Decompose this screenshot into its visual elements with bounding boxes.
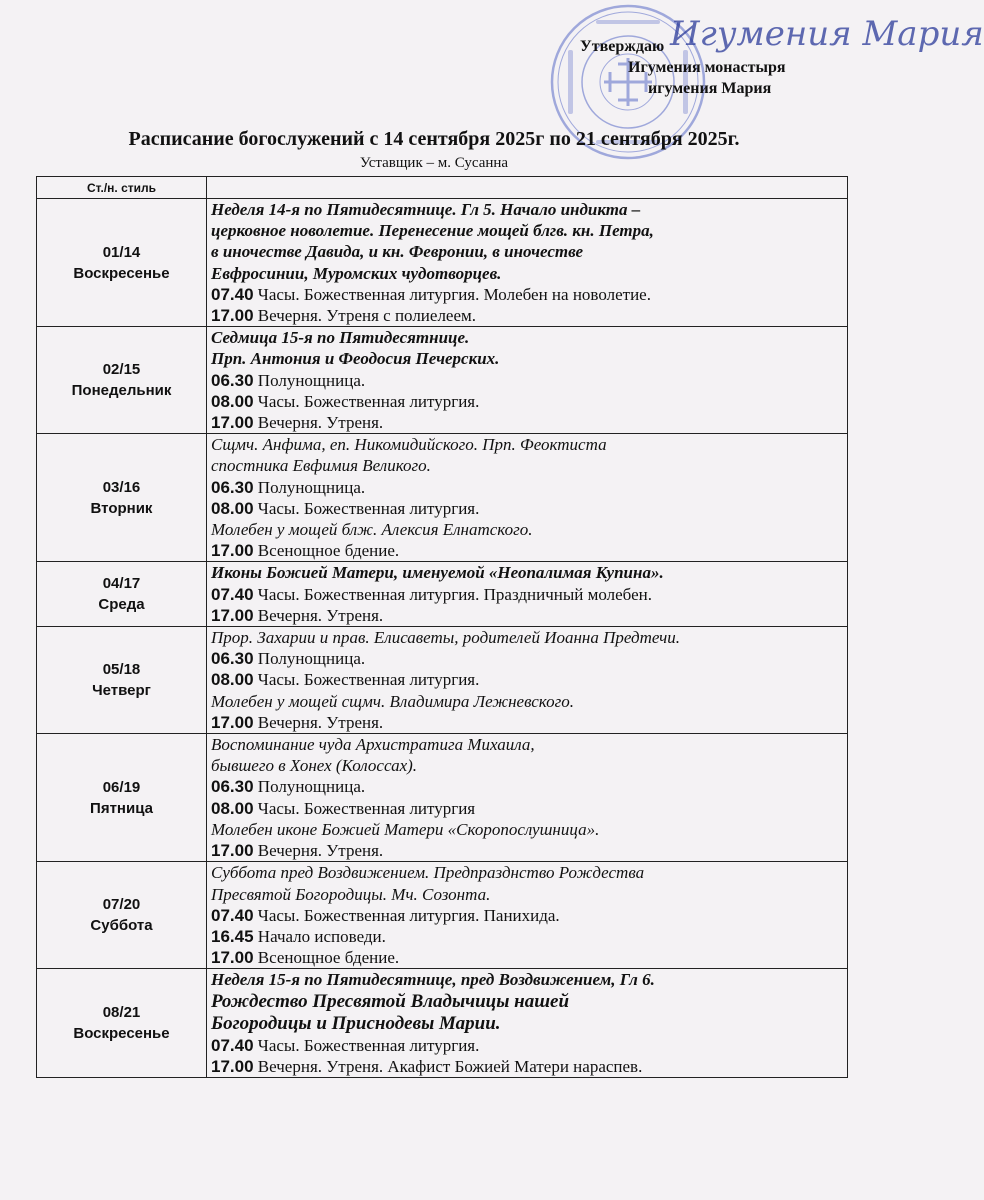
service-text: Часы. Божественная литургия. (257, 670, 480, 690)
service-line (211, 648, 847, 669)
service-text: Часы. Божественная литургия. (257, 1035, 480, 1055)
service-time: 16.45 (211, 926, 254, 946)
service-text: Часы. Божественная литургия. (257, 391, 480, 411)
service-line (211, 412, 847, 433)
service-time: 17.00 (211, 413, 254, 433)
service-note: Молебен у мощей сщмч. Владимира Лежневского. (211, 691, 574, 711)
header-empty-column (207, 177, 848, 199)
feast-line: Богородицы и Приснодевы Марии. (211, 1012, 501, 1034)
day-cell (37, 862, 207, 969)
service-line (211, 305, 847, 326)
services-cell (207, 562, 848, 627)
service-text: Часы. Божественная литургия. Праздничный молебен. (257, 584, 652, 604)
day-weekday: Среда (98, 596, 145, 614)
service-time: 17.00 (211, 306, 254, 326)
header-style-column: Ст./н. стиль (37, 177, 207, 199)
service-text: Часы. Божественная литургия. Панихида. (257, 905, 560, 925)
feast-line: Прп. Антония и Феодосия Печерских. (211, 349, 500, 369)
day-date: 04/17 (102, 575, 141, 593)
day-cell (37, 562, 207, 627)
service-time: 17.00 (211, 541, 254, 561)
service-line (211, 840, 847, 861)
service-line (211, 926, 847, 947)
service-line (211, 584, 847, 605)
feast-line: Сщмч. Анфима, еп. Никомидийского. Прп. Феоктиста (211, 435, 607, 455)
service-time: 07.40 (211, 1035, 254, 1055)
services-cell (207, 327, 848, 434)
page-subtitle: Уставщик – м. Сусанна (359, 155, 509, 171)
service-line (211, 284, 847, 305)
table-row (37, 862, 848, 969)
approval-line: игумения Мария (648, 80, 772, 97)
services-cell (207, 734, 848, 862)
service-line (211, 498, 847, 519)
feast-line: Неделя 15-я по Пятидесятнице, пред Воздвижением, Гл 6. (211, 970, 655, 990)
service-time: 07.40 (211, 584, 254, 604)
services-cell (207, 969, 848, 1078)
service-time: 07.40 (211, 905, 254, 925)
service-line (211, 798, 847, 819)
feast-line: бывшего в Хонех (Колоссах). (211, 756, 418, 776)
service-time: 06.30 (211, 477, 254, 497)
service-text: Полунощница. (257, 777, 366, 797)
table-row (37, 199, 848, 327)
feast-line: Воспоминание чуда Архистратига Михаила, (211, 735, 535, 755)
service-time: 08.00 (211, 670, 254, 690)
service-time: 17.00 (211, 712, 254, 732)
service-text: Полунощница. (257, 649, 366, 669)
service-text: Вечерня. Утреня. (257, 841, 384, 861)
feast-line: спостника Евфимия Великого. (211, 456, 431, 476)
day-date: 02/15 (102, 361, 141, 379)
service-time: 08.00 (211, 798, 254, 818)
day-weekday: Воскресенье (73, 264, 170, 282)
service-text: Всенощное бдение. (257, 541, 400, 561)
feast-line: Суббота пред Воздвижением. Предпразднство Рождества (211, 863, 645, 883)
feast-line: церковное новолетие. Перенесение мощей блгв. кн. Петра, (211, 221, 654, 241)
day-weekday: Вторник (90, 499, 153, 517)
day-cell (37, 627, 207, 734)
approval-block (568, 36, 848, 99)
approval-line: Игумения монастыря (628, 59, 786, 76)
service-text: Часы. Божественная литургия. (257, 498, 480, 518)
service-time: 06.30 (211, 370, 254, 390)
day-date: 03/16 (102, 478, 141, 496)
service-note: Молебен иконе Божией Матери «Скоропослушница». (211, 819, 600, 839)
service-text: Начало исповеди. (257, 926, 386, 946)
service-text: Полунощница. (257, 370, 366, 390)
table-row (37, 562, 848, 627)
feast-line: Пресвятой Богородицы. Мч. Созонта. (211, 884, 491, 904)
page-title: Расписание богослужений с 14 сентября 2025г по 21 сентября 2025г. (128, 128, 740, 150)
schedule-rows (37, 199, 848, 1078)
service-text: Полунощница. (257, 477, 366, 497)
feast-line: Неделя 14-я по Пятидесятнице. Гл 5. Начало индикта – (211, 200, 641, 219)
service-text: Вечерня. Утреня. (257, 605, 384, 625)
feast-line: Иконы Божией Матери, именуемой «Неопалимая Купина». (211, 563, 664, 583)
service-time: 08.00 (211, 391, 254, 411)
day-weekday: Воскресенье (73, 1025, 170, 1043)
service-line (211, 1056, 847, 1077)
feast-line: Прор. Захарии и прав. Елисаветы, родителей Иоанна Предтечи. (211, 628, 681, 648)
service-time: 06.30 (211, 649, 254, 669)
service-time: 17.00 (211, 605, 254, 625)
feast-line: Рождество Пресвятой Владычицы нашей (211, 990, 570, 1012)
day-weekday: Понедельник (71, 382, 172, 400)
day-date: 07/20 (102, 896, 141, 914)
service-time: 17.00 (211, 1056, 254, 1076)
day-date: 01/14 (102, 243, 141, 261)
day-weekday: Суббота (90, 917, 153, 935)
day-weekday: Пятница (90, 799, 153, 817)
service-time: 08.00 (211, 498, 254, 518)
feast-line: Седмица 15-я по Пятидесятнице. (211, 328, 470, 348)
day-weekday: Четверг (92, 682, 151, 700)
day-cell (37, 199, 207, 327)
feast-line: в иночестве Давида, и кн. Февронии, в иночестве (211, 242, 584, 262)
day-cell (37, 327, 207, 434)
table-header-row (37, 177, 848, 199)
service-line (211, 905, 847, 926)
service-text: Вечерня. Утреня. (257, 413, 384, 433)
table-row (37, 627, 848, 734)
service-line (211, 669, 847, 690)
table-row (37, 734, 848, 862)
service-text: Часы. Божественная литургия (257, 798, 476, 818)
service-line (211, 391, 847, 412)
service-note: Молебен у мощей блж. Алексия Елнатского. (211, 520, 533, 540)
service-text: Вечерня. Утреня с полиелеем. (257, 306, 477, 326)
table-row (37, 969, 848, 1078)
schedule-table (36, 176, 848, 1078)
services-cell (207, 199, 848, 327)
service-line (211, 776, 847, 797)
service-text: Часы. Божественная литургия. Молебен на новолетие. (257, 284, 651, 304)
table-row (37, 327, 848, 434)
service-line (211, 370, 847, 391)
services-cell (207, 434, 848, 562)
service-line (211, 605, 847, 626)
services-cell (207, 627, 848, 734)
service-line (211, 540, 847, 561)
signature: Игумения Мария (670, 14, 984, 54)
service-time: 07.40 (211, 284, 254, 304)
day-cell (37, 434, 207, 562)
day-cell (37, 734, 207, 862)
service-time: 17.00 (211, 948, 254, 968)
service-text: Вечерня. Утреня. (257, 712, 384, 732)
feast-line: Евфросинии, Муромских чудотворцев. (211, 263, 502, 283)
service-line (211, 712, 847, 733)
day-cell (37, 969, 207, 1078)
service-time: 06.30 (211, 777, 254, 797)
services-cell (207, 862, 848, 969)
day-date: 08/21 (102, 1004, 141, 1022)
day-date: 05/18 (102, 661, 141, 679)
table-row (37, 434, 848, 562)
approval-line: Утверждаю (580, 38, 665, 55)
service-line (211, 477, 847, 498)
day-date: 06/19 (102, 778, 141, 796)
service-time: 17.00 (211, 841, 254, 861)
service-text: Всенощное бдение. (257, 948, 400, 968)
service-text: Вечерня. Утреня. Акафист Божией Матери нараспев. (257, 1056, 643, 1076)
service-line (211, 947, 847, 968)
service-line (211, 1035, 847, 1056)
